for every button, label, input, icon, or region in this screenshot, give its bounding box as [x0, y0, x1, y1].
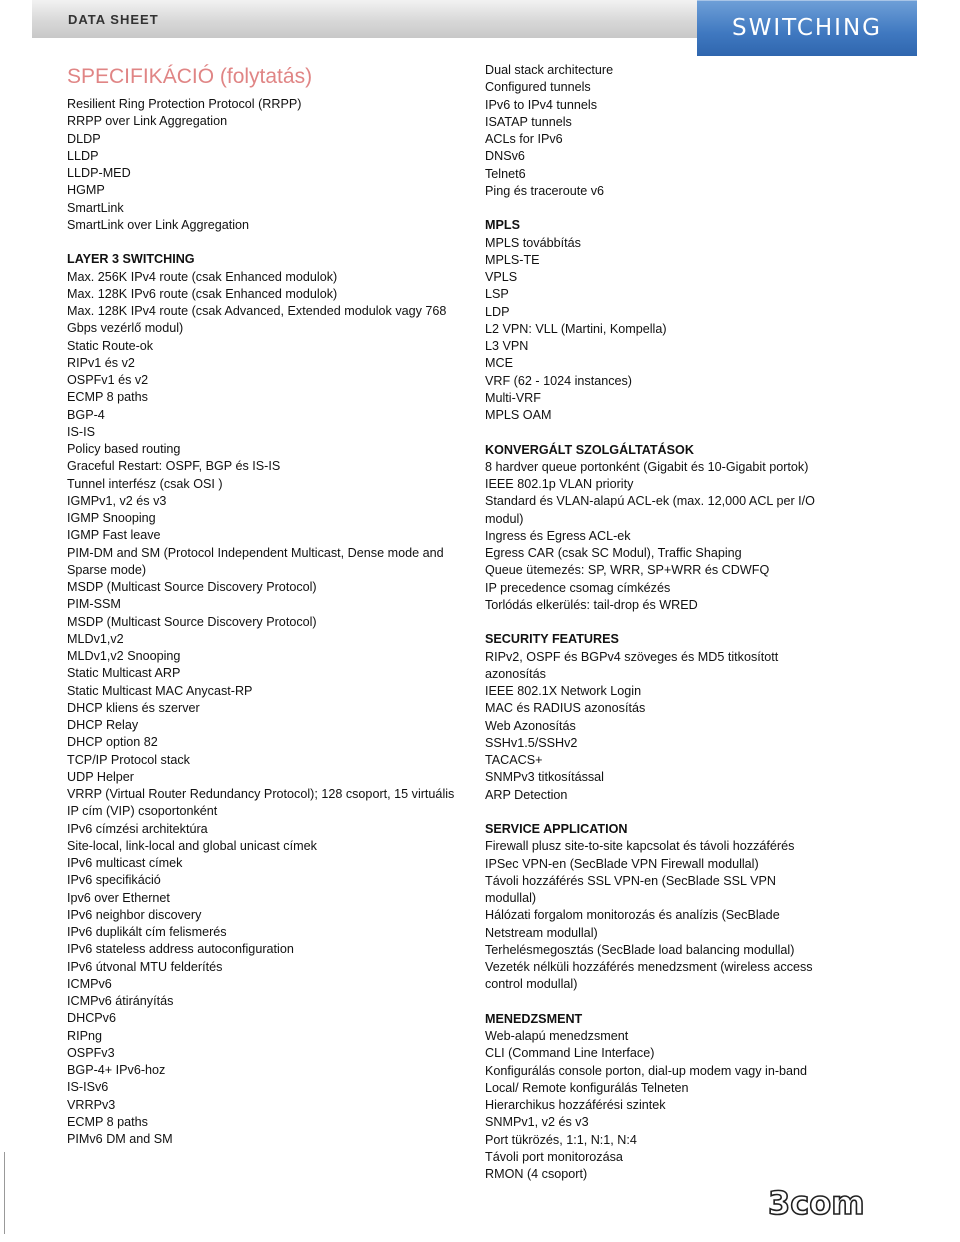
list-item: RRPP over Link Aggregation [67, 114, 228, 129]
list-item: RIPng [67, 1028, 103, 1043]
security-list [485, 649, 830, 804]
list-item: MSDP (Multicast Source Discovery Protocol) [67, 614, 317, 629]
ipv6-feature-list [485, 62, 830, 200]
list-item: RMON (4 csoport) [485, 1167, 588, 1181]
service-list [485, 838, 830, 993]
list-item: DLDP [67, 131, 101, 146]
list-item: IPv6 útvonal MTU felderítés [67, 959, 223, 974]
qos-list [485, 459, 830, 614]
list-item: ICMPv6 átirányítás [67, 994, 174, 1008]
list-item: Policy based routing [67, 442, 181, 456]
list-item: IEEE 802.1X Network Login [485, 684, 642, 698]
qos-heading: KONVERGÁLT SZOLGÁLTATÁSOK [485, 442, 694, 457]
management-list [485, 1028, 830, 1183]
list-item: IPv6 címzési architektúra [67, 821, 208, 836]
list-item: Torlódás elkerülés: tail-drop és WRED [485, 597, 698, 612]
list-item: 8 hardver queue portonként (Gigabit és 10-Gigabit portok) [485, 459, 809, 474]
list-item: Max. 128K IPv4 route (csak Advanced, Extended modulok vagy 768 Gbps vezérlő modul) [67, 304, 447, 336]
right-column [485, 62, 830, 1183]
list-item: IPv6 duplikált cím felismerés [67, 925, 227, 939]
list-item: HGMP [67, 183, 105, 198]
list-item: CLI (Command Line Interface) [485, 1046, 655, 1061]
list-item: OSPFv1 és v2 [67, 373, 149, 387]
list-item: IS-IS [67, 424, 95, 439]
list-item: Port tükrözés, 1:1, N:1, N:4 [485, 1132, 637, 1147]
list-item: Max. 256K IPv4 route (csak Enhanced modulok) [67, 269, 338, 284]
security-heading: SECURITY FEATURES [485, 632, 619, 647]
list-item: L2 VPN: VLL (Martini, Kompella) [485, 321, 667, 336]
list-item: Távoli hozzáférés SSL VPN-en (SecBlade SSL VPN modullal) [485, 873, 776, 905]
list-item: LDP [485, 304, 510, 319]
list-item: Ingress és Egress ACL-ek [485, 528, 631, 543]
list-item: LLDP-MED [67, 166, 131, 180]
list-item: DHCP Relay [67, 718, 139, 732]
list-item: IPv6 multicast címek [67, 856, 183, 870]
list-item: Multi-VRF [485, 390, 541, 405]
list-item: Static Route-ok [67, 338, 154, 353]
list-item: Egress CAR (csak SC Modul), Traffic Shaping [485, 546, 742, 560]
list-item: MAC és RADIUS azonosítás [485, 701, 646, 716]
layer3-heading: LAYER 3 SWITCHING [67, 252, 195, 267]
list-item: Firewall plusz site-to-site kapcsolat és távoli hozzáférés IPSec VPN-en (SecBlade VPN Firewall modullal) [485, 839, 795, 871]
list-item: LLDP [67, 148, 99, 163]
list-item: Vezeték nélküli hozzáférés menedzsment (wireless access control modullal) [485, 960, 813, 992]
3com-logo-text: 3com [768, 1184, 865, 1222]
list-item: ARP Detection [485, 787, 568, 802]
list-item: ACLs for IPv6 [485, 132, 563, 146]
list-item: VRRPv3 [67, 1097, 116, 1112]
list-item: BGP-4+ IPv6-hoz [67, 1063, 166, 1077]
list-item: DHCP kliens és szerver [67, 700, 200, 715]
mpls-heading: MPLS [485, 218, 520, 233]
list-item: BGP-4 [67, 407, 105, 422]
list-item: VPLS [485, 270, 518, 284]
list-item: RIPv2, OSPF és BGPv4 szöveges és MD5 titkosított azonosítás [485, 649, 779, 681]
l2-feature-list [67, 96, 462, 234]
list-item: Site-local, link-local and global unicast címek [67, 838, 317, 853]
list-item: L3 VPN [485, 339, 529, 353]
list-item: IP precedence csomag címkézés [485, 580, 671, 595]
list-item: Queue ütemezés: SP, WRR, SP+WRR és CDWFQ [485, 563, 770, 578]
3com-logo [768, 1182, 888, 1222]
list-item: Konfigurálás console porton, dial-up modem vagy in-band [485, 1063, 808, 1078]
list-item: PIM-SSM [67, 597, 121, 612]
service-heading: SERVICE APPLICATION [485, 822, 628, 836]
list-item: Static Multicast MAC Anycast-RP [67, 683, 253, 698]
list-item: PIM-DM and SM (Protocol Independent Multicast, Dense mode and Sparse mode) [67, 545, 444, 577]
list-item: Web-alapú menedzsment [485, 1029, 629, 1043]
page-title: SPECIFIKÁCIÓ (folytatás) [67, 65, 313, 88]
list-item: Local/ Remote konfigurálás Telneten [485, 1080, 689, 1095]
left-column [67, 62, 462, 1148]
list-item: SNMPv1, v2 és v3 [485, 1115, 589, 1130]
data-sheet-label: DATA SHEET [68, 12, 159, 27]
list-item: MLDv1,v2 Snooping [67, 649, 181, 663]
list-item: SmartLink [67, 200, 124, 215]
list-item: IPv6 neighbor discovery [67, 907, 202, 922]
l3-feature-list [67, 269, 462, 1149]
list-item: Hálózati forgalom monitorozás és analízis (SecBlade Netstream modullal) [485, 908, 780, 940]
list-item: LSP [485, 287, 509, 302]
list-item: UDP Helper [67, 769, 134, 784]
list-item: Hierarchikus hozzáférési szintek [485, 1098, 666, 1112]
list-item: MSDP (Multicast Source Discovery Protocol) [67, 580, 317, 594]
list-item: ISATAP tunnels [485, 114, 572, 129]
list-item: Web Azonosítás [485, 718, 576, 733]
list-item: IGMP Fast leave [67, 528, 161, 543]
list-item: Graceful Restart: OSPF, BGP és IS-IS [67, 459, 281, 474]
list-item: MPLS OAM [485, 408, 552, 422]
list-item: IPv6 to IPv4 tunnels [485, 97, 598, 112]
list-item: Configured tunnels [485, 80, 591, 95]
list-item: Max. 128K IPv6 route (csak Enhanced modulok) [67, 286, 338, 301]
list-item: DHCPv6 [67, 1011, 116, 1026]
list-item: RIPv1 és v2 [67, 355, 135, 370]
list-item: Ipv6 over Ethernet [67, 890, 170, 905]
list-item: IEEE 802.1p VLAN priority [485, 477, 634, 491]
list-item: IS-ISv6 [67, 1080, 109, 1095]
list-item: Távoli port monitorozása [485, 1149, 623, 1164]
list-item: VRRP (Virtual Router Redundancy Protocol); 128 csoport, 15 virtuális IP cím (VIP) csoportonként [67, 787, 455, 819]
switching-badge [697, 0, 917, 56]
list-item: ECMP 8 paths [67, 390, 148, 405]
list-item: SmartLink over Link Aggregation [67, 217, 250, 232]
list-item: Ping és traceroute v6 [485, 183, 605, 198]
list-item: MLDv1,v2 [67, 631, 124, 646]
list-item: DNSv6 [485, 149, 525, 164]
list-item: MCE [485, 356, 513, 371]
list-item: ECMP 8 paths [67, 1114, 148, 1129]
list-item: SSHv1.5/SSHv2 [485, 735, 578, 750]
mpls-list [485, 235, 830, 425]
list-item: Static Multicast ARP [67, 666, 181, 681]
list-item: IPv6 stateless address autoconfiguration [67, 942, 294, 957]
list-item: TCP/IP Protocol stack [67, 752, 190, 767]
list-item: ICMPv6 [67, 976, 112, 991]
list-item: Resilient Ring Protection Protocol (RRPP) [67, 97, 302, 111]
list-item: IPv6 specifikáció [67, 873, 161, 888]
list-item: IGMPv1, v2 és v3 [67, 493, 167, 508]
list-item: VRF (62 - 1024 instances) [485, 373, 632, 388]
list-item: DHCP option 82 [67, 735, 158, 750]
management-heading: MENEDZSMENT [485, 1011, 583, 1026]
list-item: MPLS-TE [485, 252, 540, 267]
footer-left-rule [4, 1152, 5, 1234]
list-item: SNMPv3 titkosítással [485, 770, 604, 785]
list-item: MPLS továbbítás [485, 235, 581, 250]
list-item: IGMP Snooping [67, 511, 156, 525]
list-item: Dual stack architecture [485, 63, 614, 77]
list-item: Terhelésmegosztás (SecBlade load balancing modullal) [485, 942, 795, 957]
list-item: Telnet6 [485, 166, 526, 181]
list-item: PIMv6 DM and SM [67, 1132, 173, 1146]
switching-label: SWITCHING [732, 15, 882, 41]
list-item: Tunnel interfész (csak OSI ) [67, 476, 223, 491]
list-item: OSPFv3 [67, 1045, 115, 1060]
list-item: Standard és VLAN-alapú ACL-ek (max. 12,000 ACL per I/O modul) [485, 494, 815, 526]
list-item: TACACS+ [485, 753, 543, 767]
